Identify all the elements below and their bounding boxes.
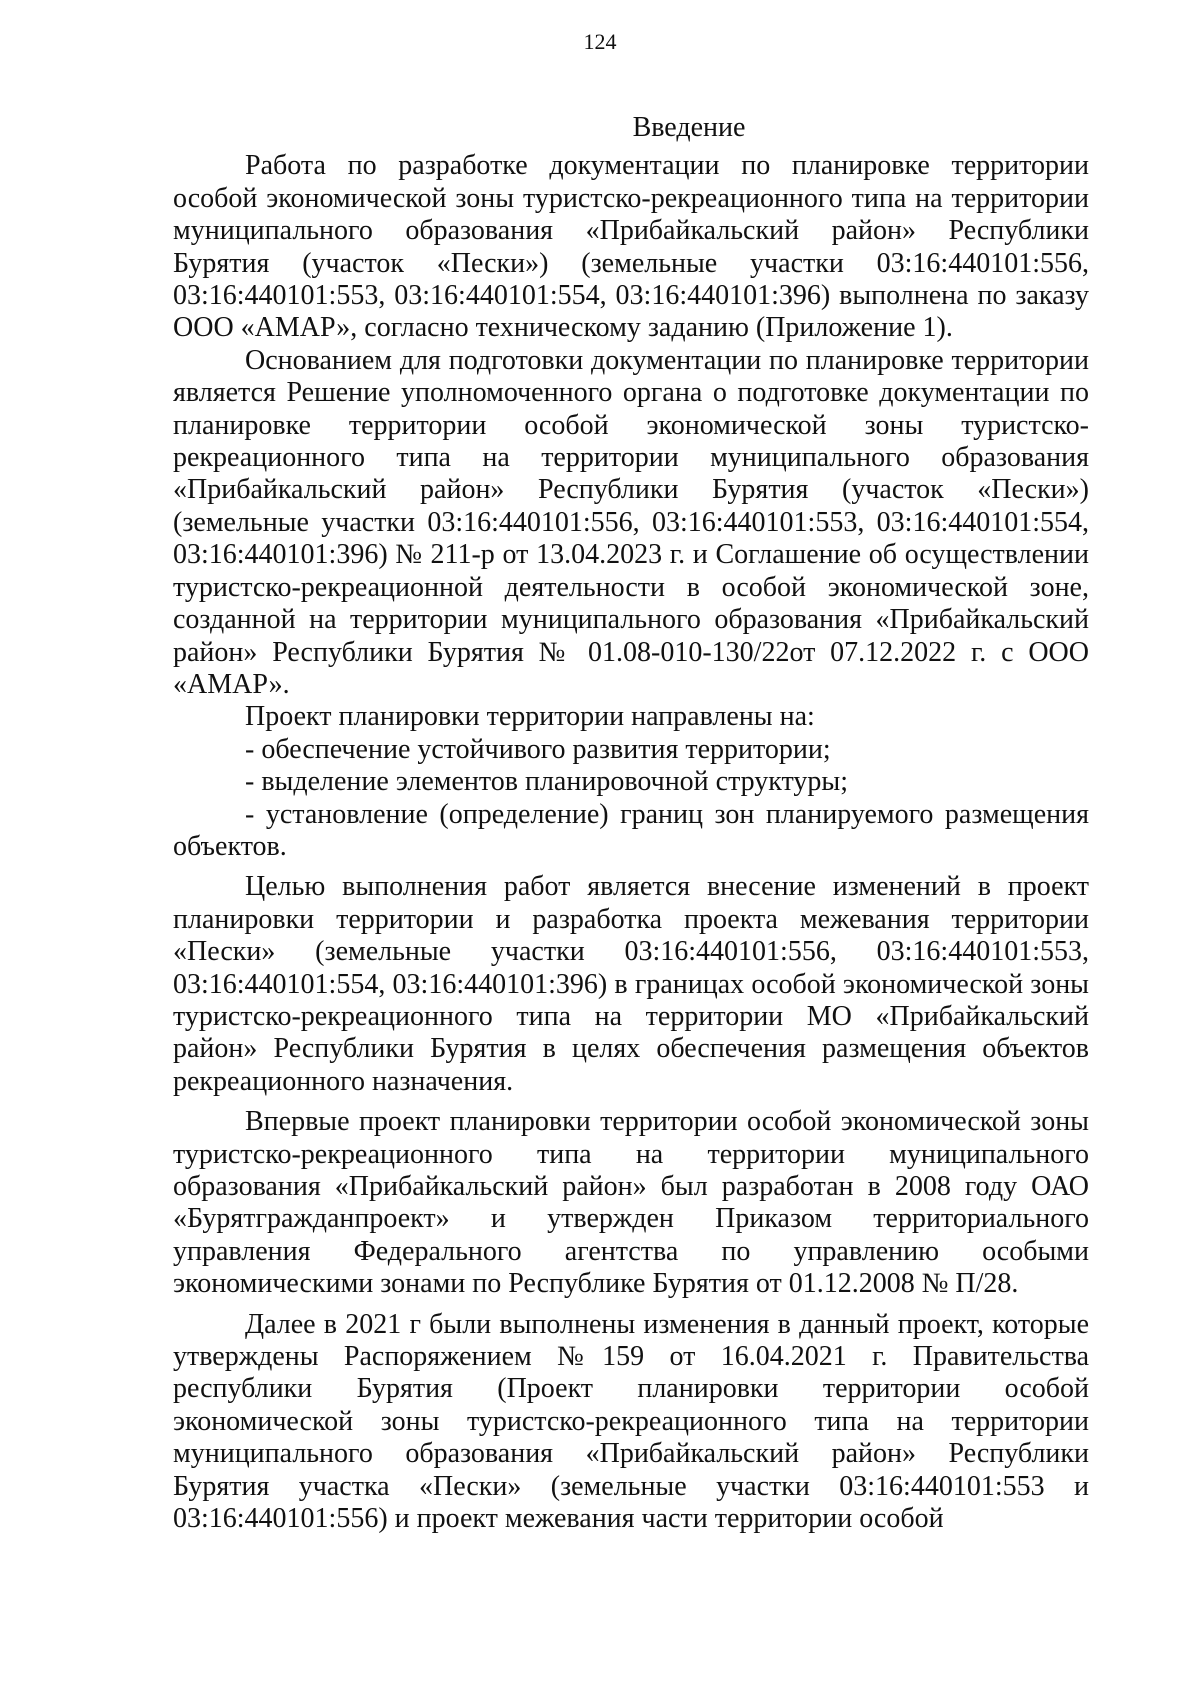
list-item-sustainable-development: - обеспечение устойчивого развития территории; (245, 733, 831, 765)
document-body (173, 112, 1089, 1535)
page-number: 124 (583, 29, 617, 54)
paragraph-project-aims: Проект планировки территории направлены на: (245, 701, 815, 733)
paragraph-history-2021: Далее в 2021 г были выполнены изменения в данный проект, которые утверждены Распоряжением №159 от 16.04.2021 г. Правительства республики Бурятия (Проект планировки территории особой экономической зоны туристско-рекреационного типа на территории муниципального образования «Прибайкальский район» Республики Бурятия участка «Пески» (земельные участки 03:16:440101:553 и 03:16:440101:556) и проект межевания части территории особой (173, 1308, 1089, 1535)
list-item-planning-structure: - выделение элементов планировочной структуры; (245, 766, 848, 798)
paragraph-work-description: Работа по разработке документации по планировке территории особой экономической зоны туристско-рекреационного типа на территории муниципального образования «Прибайкальский район» Республики Бурятия (участок «Пески») (земельные участки 03:16:440101:556, 03:16:440101:553, 03:16:440101:554, 03:16:440101:396) выполнена по заказу ООО «АМАР», согласно техническому заданию (Приложение 1). (173, 150, 1089, 344)
paragraph-basis: Основанием для подготовки документации по планировке территории является Решение уполномоченного органа о подготовке документации по планировке территории особой экономической зоны туристско-рекреационного типа на территории муниципального образования «Прибайкальский район» Республики Бурятия (участок «Пески») (земельные участки 03:16:440101:556, 03:16:440101:553, 03:16:440101:554, 03:16:440101:396) № 211-р от 13.04.2023 г. и Соглашение об осуществлении туристско-рекреационной деятельности в особой экономической зоне, созданной на территории муниципального образования «Прибайкальский район» Республики Бурятия № 01.08-010-130/22от 07.12.2022 г. с ООО «АМАР». (173, 344, 1089, 700)
paragraph-purpose: Целью выполнения работ является внесение изменений в проект планировки территории и разработка проекта межевания территории «Пески» (земельные участки 03:16:440101:556, 03:16:440101:553, 03:16:440101:554, 03:16:440101:396) в границах особой экономической зоны туристско-рекреационного типа на территории МО «Прибайкальский район» Республики Бурятия в целях обеспечения размещения объектов рекреационного назначения. (173, 871, 1089, 1097)
section-heading: Введение (632, 112, 746, 143)
list-item-zone-boundaries: - установление (определение) границ зон планируемого размещения объектов. (173, 798, 1089, 862)
paragraph-history-2008: Впервые проект планировки территории особой экономической зоны туристско-рекреационного типа на территории муниципального образования «Прибайкальский район» был разработан в 2008 году ОАО «Бурятгражданпроект» и утвержден Приказом территориального управления Федерального агентства по управлению особыми экономическими зонами по Республике Бурятия от 01.12.2008 № П/28. (173, 1106, 1089, 1300)
